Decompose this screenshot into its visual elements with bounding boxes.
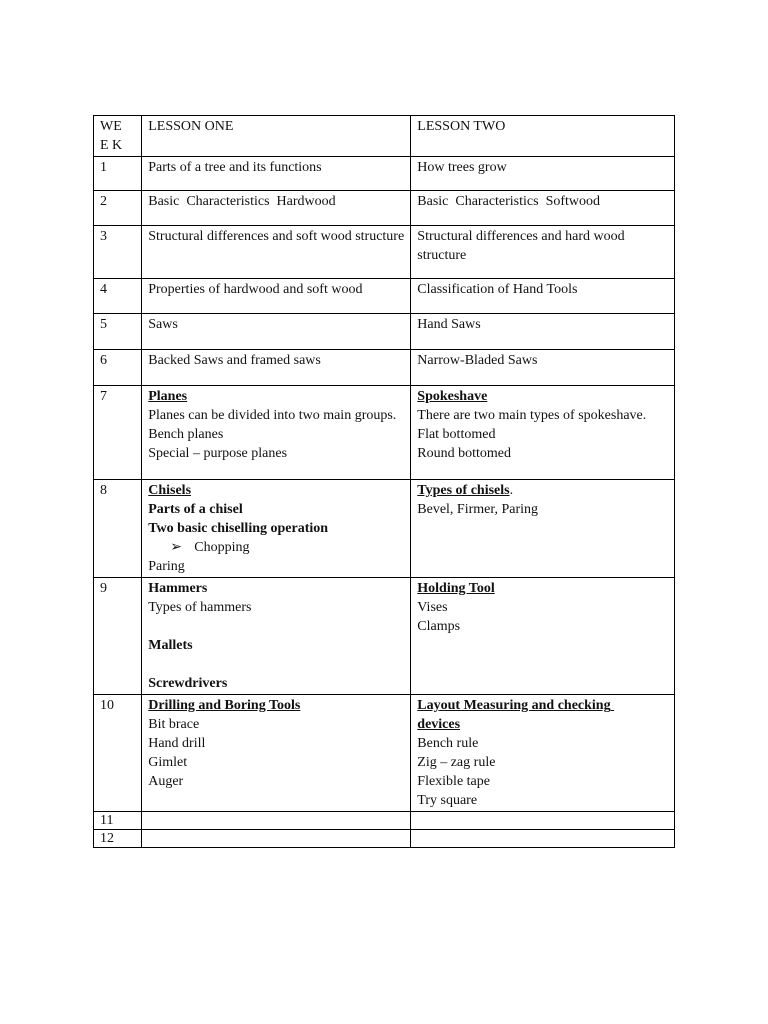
header-lesson-two: LESSON TWO <box>411 116 675 157</box>
lesson-one-cell <box>142 480 411 578</box>
lesson-one-cell: Parts of a tree and its functions <box>142 157 411 191</box>
topic-subtitle: Two basic chiselling operation <box>148 521 329 536</box>
week-number: 6 <box>94 350 142 386</box>
topic-line: Paring <box>148 559 185 574</box>
header-week: WEE K <box>94 116 142 157</box>
topic-title: Drilling and Boring Tools <box>148 698 301 713</box>
topic-line: Bench rule <box>417 736 479 751</box>
lesson-one-cell: Backed Saws and framed saws <box>142 350 411 386</box>
table-row <box>94 350 675 386</box>
topic-line: Gimlet <box>148 755 188 770</box>
lesson-two-cell: Structural differences and hard wood structure <box>411 226 675 279</box>
lesson-two-cell: Narrow-Bladed Saws <box>411 350 675 386</box>
topic-line: Try square <box>417 793 478 808</box>
table-row <box>94 157 675 191</box>
topic-line: Special – purpose planes <box>148 446 288 461</box>
title-suffix: . <box>509 483 514 498</box>
lesson-one-cell: Properties of hardwood and soft wood <box>142 279 411 314</box>
topic-line: Bevel, Firmer, Paring <box>417 502 539 517</box>
topic-line: Flat bottomed <box>417 427 496 442</box>
week-number: 2 <box>94 191 142 226</box>
table-row <box>94 812 675 830</box>
topic-title: Mallets <box>148 638 193 653</box>
week-number: 10 <box>94 695 142 812</box>
week-number: 11 <box>94 812 142 830</box>
topic-line: Bench planes <box>148 427 224 442</box>
table-row <box>94 578 675 695</box>
lesson-one-cell <box>142 386 411 480</box>
table-row <box>94 480 675 578</box>
lesson-two-cell <box>411 386 675 480</box>
topic-line: Auger <box>148 774 184 789</box>
lesson-two-cell: Hand Saws <box>411 314 675 350</box>
lesson-one-cell: Saws <box>142 314 411 350</box>
topic-line: Clamps <box>417 619 461 634</box>
arrow-bullet-icon: ➢ <box>170 540 182 555</box>
topic-title: Hammers <box>148 581 208 596</box>
topic-title: Screwdrivers <box>148 676 228 691</box>
lesson-two-cell <box>411 695 675 812</box>
week-number: 8 <box>94 480 142 578</box>
blank-line <box>148 655 404 674</box>
topic-title: Spokeshave <box>417 389 488 404</box>
topic-line: There are two main types of spokeshave. <box>417 408 647 423</box>
week-number: 5 <box>94 314 142 350</box>
table-row <box>94 386 675 480</box>
topic-line: Zig – zag rule <box>417 755 496 770</box>
bullet-text: Chopping <box>194 540 250 555</box>
lesson-two-cell <box>411 830 675 848</box>
lesson-one-cell <box>142 578 411 695</box>
lesson-one-cell: Structural differences and soft wood structure <box>142 226 411 279</box>
header-lesson-one: LESSON ONE <box>142 116 411 157</box>
topic-line: Flexible tape <box>417 774 490 789</box>
bullet-item <box>148 538 404 557</box>
week-number: 7 <box>94 386 142 480</box>
lesson-two-cell: Basic Characteristics Softwood <box>411 191 675 226</box>
lesson-two-cell <box>411 480 675 578</box>
table-row <box>94 279 675 314</box>
blank-line <box>148 617 404 636</box>
week-number: 9 <box>94 578 142 695</box>
topic-line: Round bottomed <box>417 446 512 461</box>
week-number: 3 <box>94 226 142 279</box>
topic-title: Planes <box>148 389 188 404</box>
topic-title: Layout Measuring and checking devices <box>417 698 615 732</box>
table-row <box>94 695 675 812</box>
lesson-one-cell <box>142 830 411 848</box>
topic-subtitle: Parts of a chisel <box>148 502 243 517</box>
lesson-one-cell <box>142 695 411 812</box>
lesson-two-cell <box>411 812 675 830</box>
lesson-two-cell: How trees grow <box>411 157 675 191</box>
scheme-of-work-table <box>93 115 675 848</box>
topic-title: Chisels <box>148 483 192 498</box>
table-row <box>94 226 675 279</box>
topic-title: Types of chisels <box>417 483 510 498</box>
topic-line: Bit brace <box>148 717 200 732</box>
lesson-one-cell: Basic Characteristics Hardwood <box>142 191 411 226</box>
topic-line: Types of hammers <box>148 600 252 615</box>
topic-line: Hand drill <box>148 736 206 751</box>
topic-line: Vises <box>417 600 448 615</box>
topic-title-line <box>417 481 668 500</box>
table-row <box>94 191 675 226</box>
lesson-one-cell <box>142 812 411 830</box>
table-header-row <box>94 116 675 157</box>
table-row <box>94 314 675 350</box>
week-number: 4 <box>94 279 142 314</box>
week-number: 12 <box>94 830 142 848</box>
lesson-two-cell <box>411 578 675 695</box>
topic-title: Holding Tool <box>417 581 495 596</box>
table-row <box>94 830 675 848</box>
lesson-two-cell: Classification of Hand Tools <box>411 279 675 314</box>
week-number: 1 <box>94 157 142 191</box>
topic-line: Planes can be divided into two main groups. <box>148 408 397 423</box>
